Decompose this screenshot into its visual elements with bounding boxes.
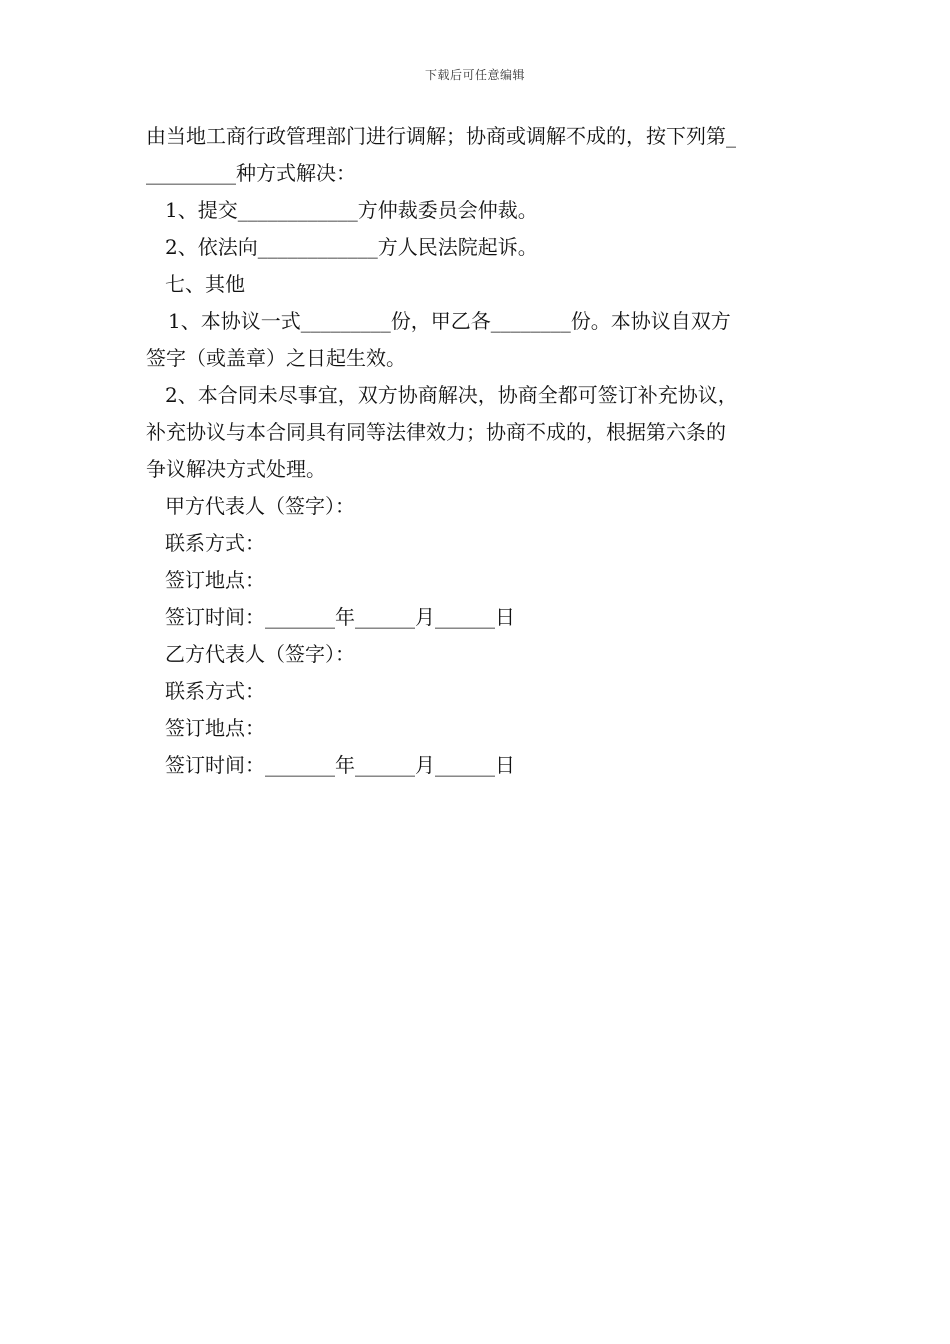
page-header: 下载后可任意编辑	[424, 68, 525, 82]
party-b-location: 签订地点：	[165, 716, 265, 740]
litigation-option: 2、依法向____________方人民法院起诉。	[165, 235, 538, 259]
arbitration-option: 1、提交____________方仲裁委员会仲裁。	[165, 198, 538, 222]
paragraph-line: 争议解决方式处理。	[146, 457, 326, 481]
paragraph-line: 补充协议与本合同具有同等法律效力；协商不成的，根据第六条的	[146, 420, 726, 444]
paragraph-line: 1、本协议一式_________份，甲乙各________份。本协议自双方	[168, 309, 731, 333]
party-b-representative: 乙方代表人（签字）：	[165, 642, 355, 666]
section-heading: 七、其他	[165, 272, 245, 296]
document-body	[146, 118, 810, 784]
party-a-location: 签订地点：	[165, 568, 265, 592]
party-a-representative: 甲方代表人（签字）：	[165, 494, 355, 518]
party-b-contact: 联系方式：	[165, 679, 265, 703]
paragraph-line: 由当地工商行政管理部门进行调解；协商或调解不成的，按下列第_	[146, 124, 736, 148]
paragraph-line: _________种方式解决：	[146, 161, 356, 185]
party-b-date: 签订时间：_______年______月______日	[165, 753, 515, 777]
paragraph-line: 2、本合同未尽事宜，双方协商解决，协商全都可签订补充协议，	[165, 383, 738, 407]
party-a-date: 签订时间：_______年______月______日	[165, 605, 515, 629]
party-a-contact: 联系方式：	[165, 531, 265, 555]
paragraph-line: 签字（或盖章）之日起生效。	[146, 346, 406, 370]
